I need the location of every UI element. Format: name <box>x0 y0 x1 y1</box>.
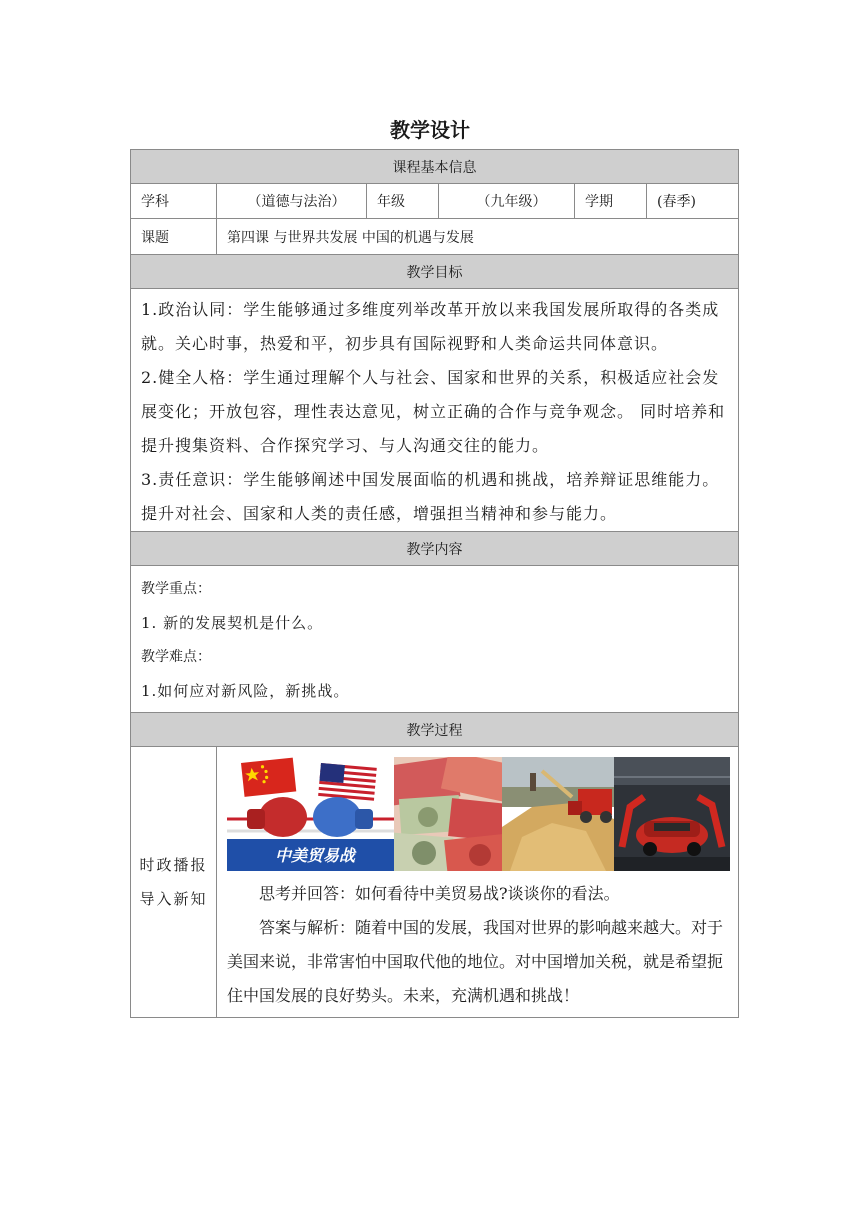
document-title: 教学设计 <box>390 118 470 142</box>
content-header: 教学内容 <box>131 532 739 566</box>
objective-item: 1.政治认同：学生能够通过多维度列举改革开放以来我国发展所取得的各类成就。关心时事，热爱和平，初步具有国际视野和人类命运共同体意识。 <box>141 300 720 353</box>
difficult-point-item: 1.如何应对新风险，新挑战。 <box>141 682 350 700</box>
objectives-header: 教学目标 <box>131 255 739 289</box>
key-point-item: 1. 新的发展契机是什么。 <box>141 614 324 632</box>
subject-value: （道德与法治） <box>217 184 367 219</box>
grade-value: （九年级） <box>439 184 575 219</box>
subject-label: 学科 <box>131 184 217 219</box>
basic-info-header: 课程基本信息 <box>131 150 739 184</box>
process-header: 教学过程 <box>131 713 739 747</box>
side-label-line-2: 导入新知 <box>139 890 208 908</box>
robot-factory-image <box>614 757 730 871</box>
objective-item: 3.责任意识：学生能够阐述中国发展面临的机遇和挑战，培养辩证思维能力。提升对社会、国家和人类的责任感，增强担当精神和参与能力。 <box>141 470 720 523</box>
news-image-strip <box>227 757 732 871</box>
lesson-plan-table <box>130 149 739 1018</box>
side-label-line-1: 时政播报 <box>139 856 208 874</box>
term-value: (春季) <box>647 184 739 219</box>
objectives-body <box>131 289 739 532</box>
topic-label: 课题 <box>131 219 217 255</box>
trade-war-image <box>227 757 394 871</box>
grade-label: 年级 <box>367 184 439 219</box>
question-text: 思考并回答：如何看待中美贸易战?谈谈你的看法。 <box>259 884 620 903</box>
key-point-label: 教学重点： <box>141 581 211 597</box>
trade-war-caption: 中美贸易战 <box>275 846 356 865</box>
objective-item: 2.健全人格：学生通过理解个人与社会、国家和世界的关系，积极适应社会发展变化；开放包容，理性表达意见，树立正确的合作与竞争观念。 同时培养和提升搜集资料、合作探究学习、与人沟通交往的能力。 <box>141 368 726 455</box>
answer-text: 答案与解析：随着中国的发展，我国对世界的影响越来越大。对于美国来说，非常害怕中国取代他的地位。对中国增加关税，就是希望扼住中国发展的良好势头。未来，充满机遇和挑战！ <box>227 918 724 1005</box>
process-body <box>217 747 739 1018</box>
process-side-label <box>131 747 217 1018</box>
currency-image <box>394 757 502 871</box>
term-label: 学期 <box>575 184 647 219</box>
topic-value: 第四课 与世界共发展 中国的机遇与发展 <box>217 219 739 255</box>
difficult-point-label: 教学难点： <box>141 649 211 665</box>
content-body <box>131 566 739 713</box>
soybean-harvest-image <box>502 757 614 871</box>
